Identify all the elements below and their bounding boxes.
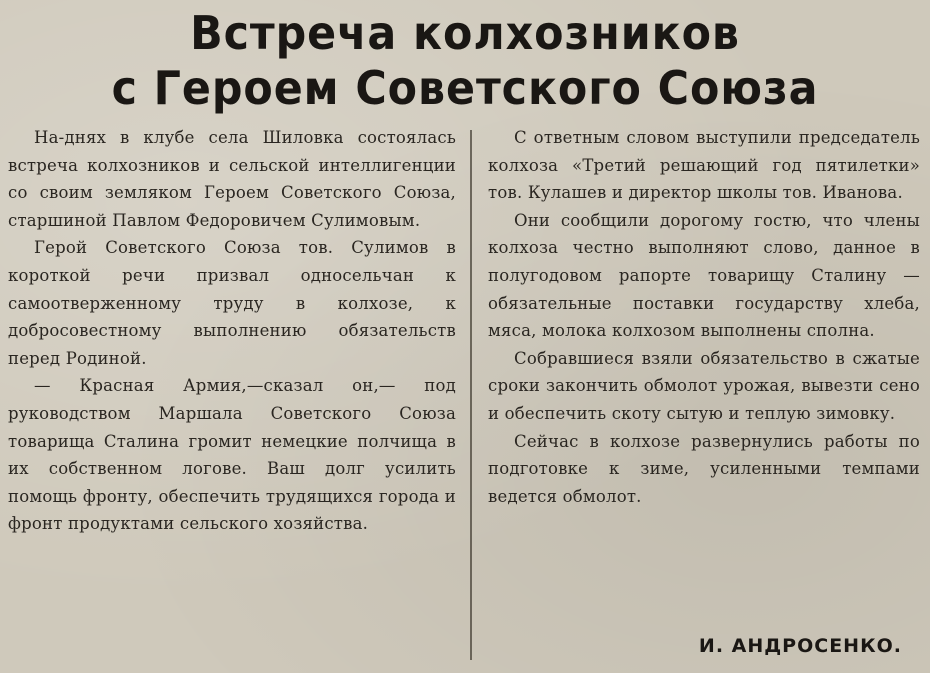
paragraph: Герой Советского Союза тов. Сулимов в короткой речи призвал односельчан к самоотверженному труду в колхозе, к добросовестному выполнению обязательств перед Родиной. — [8, 238, 456, 368]
article-column-left — [8, 124, 456, 538]
author-signature: И. АНДРОСЕНКО. — [698, 635, 902, 657]
article-headline — [0, 6, 930, 116]
paragraph: Собравшиеся взяли обязательство в сжатые сроки закончить обмолот урожая, вывезти сено и обеспечить скоту сытую и теплую зимовку. — [488, 348, 920, 423]
article-column-right — [488, 124, 920, 510]
headline-line-1: Встреча колхозников — [190, 6, 740, 60]
column-divider — [470, 130, 472, 660]
paragraph: — Красная Армия,—сказал он,— под руководством Маршала Советского Союза товарища Сталина громит немецкие полчища в их собственном логове. Ваш долг усилить помощь фронту, обеспечить трудящихся города и фронт продуктами сельского хозяйства. — [8, 376, 456, 534]
paragraph: Они сообщили дорогому гостю, что члены колхоза честно выполняют слово, данное в полугодовом рапорте товарищу Сталину — обязательные поставки государству хлеба, мяса, молока колхозом выполнены сполна. — [488, 210, 920, 341]
headline-line-2: с Героем Советского Союза — [111, 61, 819, 115]
paragraph: С ответным словом выступили председатель колхоза «Третий решающий год пятилетки» тов. Кулашев и директор школы тов. Иванова. — [488, 128, 920, 203]
paragraph: На-днях в клубе села Шиловка состоялась встреча колхозников и сельской интеллигенции со своим земляком Героем Советского Союза, старшиной Павлом Федоровичем Сулимовым. — [8, 128, 456, 230]
paragraph: Сейчас в колхозе развернулись работы по подготовке к зиме, усиленными темпами ведется обмолот. — [488, 431, 920, 506]
